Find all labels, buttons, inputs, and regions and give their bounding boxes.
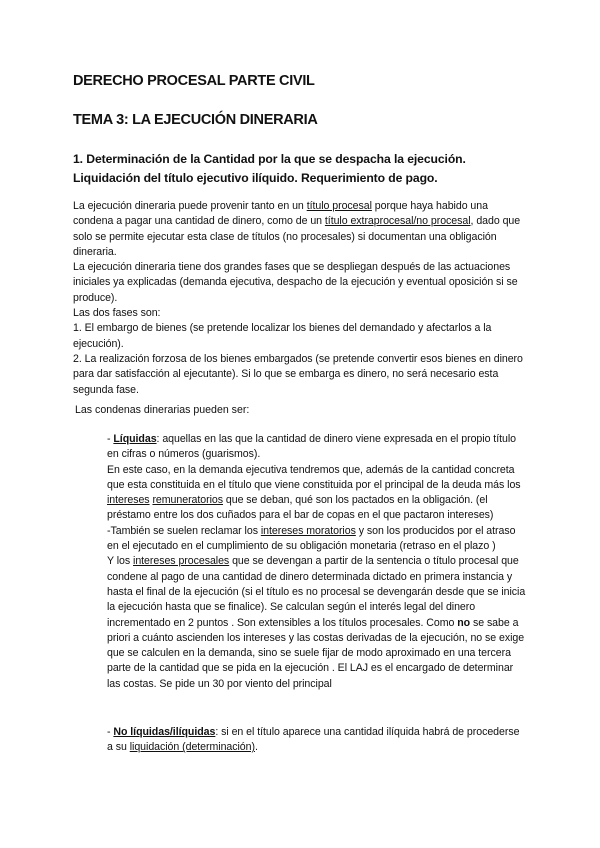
underlined-term: intereses moratorios [260, 524, 356, 537]
text-run: -También se suelen reclamar los [107, 524, 261, 537]
paragraph [73, 199, 528, 260]
term-no-liquidas: No líquidas/ilíquidas [113, 726, 216, 738]
text-run: que se devengan a partir de la sentencia o título procesal que condene al pago de una cantidad de dinero determinada dictado en primera instancia y hasta el final de la ejecución (si el título es no procesal se devengarán desde que se inicia la ejecución hasta que se finalice). Se calculan según el interés legal del dinero incrementado en 2 puntos . Son extensibles a los títulos procesales. Como [107, 555, 526, 629]
condenas-intro: Las condenas dinerarias pueden ser: [75, 404, 250, 416]
underlined-term: intereses procesales [133, 555, 230, 568]
paragraph [107, 554, 527, 692]
text-run: , dado que solo se permite ejecutar esta clase de títulos (no procesales) si documentan una obligación dineraria. [73, 215, 521, 258]
section-title: 1. Determinación de la Cantidad por la que se despacha la ejecución. Liquidación del título ejecutivo ilíquido. Requerimiento de pago. [73, 152, 466, 185]
paragraph: Las dos fases son: [73, 307, 161, 320]
dash: - [107, 726, 114, 738]
text-run: : aquellas en las que la cantidad de dinero viene expresada en el propio título en cifras o números (guarismos). [107, 433, 516, 461]
text-run: La ejecución dineraria puede provenir tanto en un [73, 200, 307, 212]
topic-title: TEMA 3: LA EJECUCIÓN DINERARIA [73, 112, 318, 128]
paragraph [107, 432, 527, 463]
paragraph [107, 524, 527, 555]
text-run: En este caso, en la demanda ejecutiva tendremos que, además de la cantidad concreta que esta constituida en el título que viene constituida por el principal de la deuda más los [107, 463, 521, 491]
text-run: se sabe a priori a cuánto ascienden los intereses y las costas derivadas de la ejecución, no se exige que se calculen en la demanda, sino se suele fijar de modo aproximado en una tercera parte de la cantidad que se pida en la ejecución . El LAJ es el encargado de determinar las costas. Se pide un 30 por viento del principal [107, 616, 525, 690]
intro-text [73, 199, 528, 398]
document-heading: DERECHO PROCESAL PARTE CIVIL [73, 73, 315, 89]
bold-word: no [457, 616, 471, 629]
text-run: . [254, 741, 258, 754]
paragraph [107, 725, 527, 756]
underlined-term: intereses [107, 494, 150, 507]
paragraph [107, 463, 527, 524]
paragraph: La ejecución dineraria tiene dos grandes fases que se despliegan después de las actuaciones iniciales ya explicadas (demanda ejecutiva, despacho de la ejecución y eventual oposición si se produce). [73, 261, 518, 304]
dash: - [107, 433, 114, 445]
text-run: porque haya habido una condena a pagar una cantidad de dinero, como de un [73, 200, 488, 228]
liquidas-block [107, 432, 527, 692]
text-run: : si en el título aparece una cantidad ilíquida habrá de procederse a su [107, 726, 520, 754]
list-item: 2. La realización forzosa de los bienes embargados (se pretende convertir esos bienes en dinero para dar satisfacción al ejecutante). Si lo que se embarga es dinero, no será necesario esta segunda fase. [73, 352, 523, 396]
text-run: y son los producidos por el atraso en el ejecutado en el cumplimiento de su obligación monetaria (retraso en el plazo ) [107, 524, 516, 553]
underlined-term: liquidación (determinación) [129, 741, 255, 754]
text-run: Y los [107, 555, 134, 568]
text-run: que se deban, qué son los pactados en la obligación. (el préstamo entre los dos cuñados para el bar de copas en el que pactaron intereses) [107, 494, 494, 522]
underlined-term: título extraprocesal/no procesal [324, 215, 471, 228]
list-item: 1. El embargo de bienes (se pretende localizar los bienes del demandado y afectarlos a la ejecución). [73, 322, 492, 350]
term-liquidas: Líquidas [113, 433, 157, 445]
underlined-term: título procesal [306, 200, 372, 212]
no-liquidas-block [107, 725, 527, 756]
underlined-term: remuneratorios [152, 494, 223, 507]
